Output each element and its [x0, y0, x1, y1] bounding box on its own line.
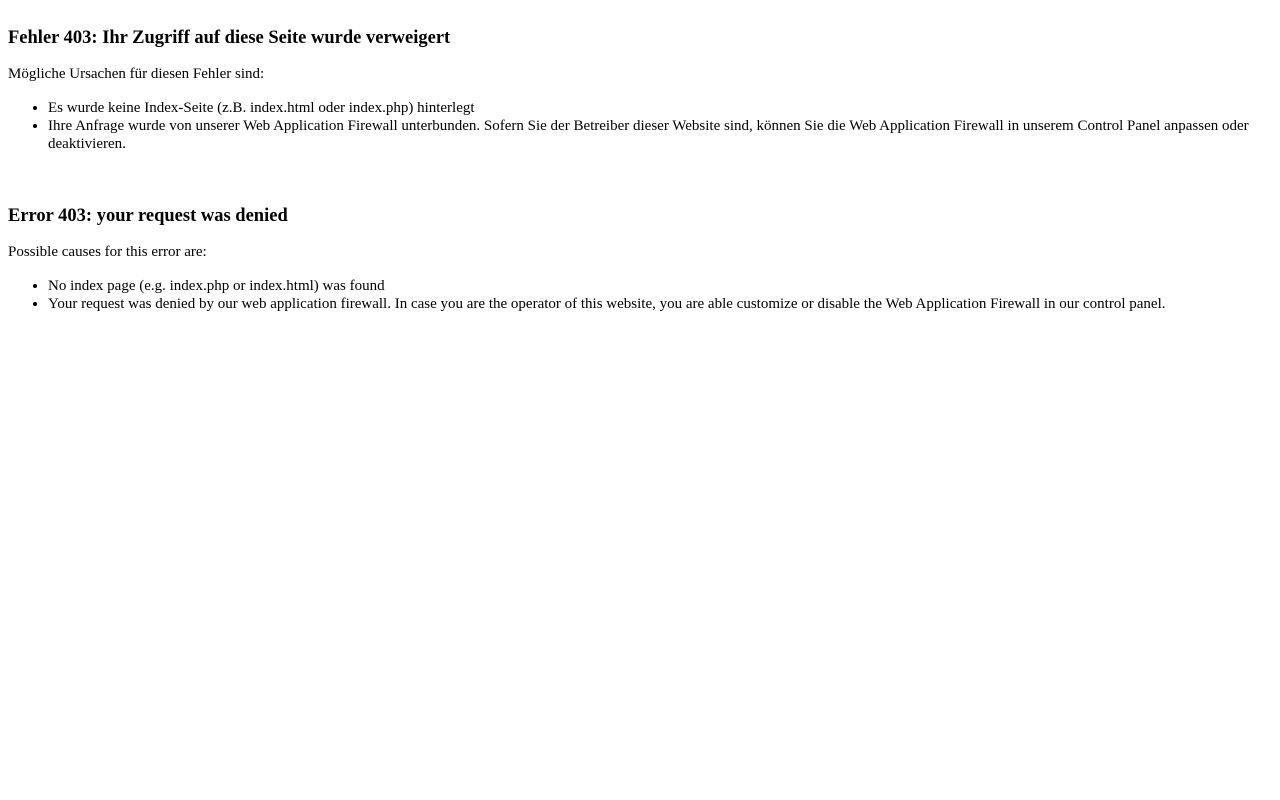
- english-causes-list: [8, 277, 1272, 313]
- english-cause-item: • No index page (e.g. index.php or index.html) was found: [48, 277, 1272, 295]
- english-section: [8, 205, 1272, 313]
- german-section: [8, 27, 1272, 153]
- german-error-heading: Fehler 403: Ihr Zugriff auf diese Seite wurde verweigert: [8, 28, 451, 48]
- german-cause-item: • Es wurde keine Index-Seite (z.B. index.html oder index.php) hinterlegt: [48, 99, 1272, 117]
- english-cause-item: • Your request was denied by our web application firewall. In case you are the operator of this website, you are able customize or disable the Web Application Firewall in our control panel.: [48, 295, 1272, 313]
- german-causes-intro: Mögliche Ursachen für diesen Fehler sind:: [8, 66, 265, 82]
- english-error-heading: Error 403: your request was denied: [8, 206, 288, 226]
- german-cause-item: • Ihre Anfrage wurde von unserer Web Application Firewall unterbunden. Sofern Sie der Betreiber dieser Website sind, können Sie die Web Application Firewall in unserem Control Panel anpassen oder deaktivieren.: [48, 117, 1272, 153]
- german-causes-list: [8, 99, 1272, 153]
- english-causes-intro: Possible causes for this error are:: [8, 244, 207, 260]
- error-page: [0, 0, 1280, 321]
